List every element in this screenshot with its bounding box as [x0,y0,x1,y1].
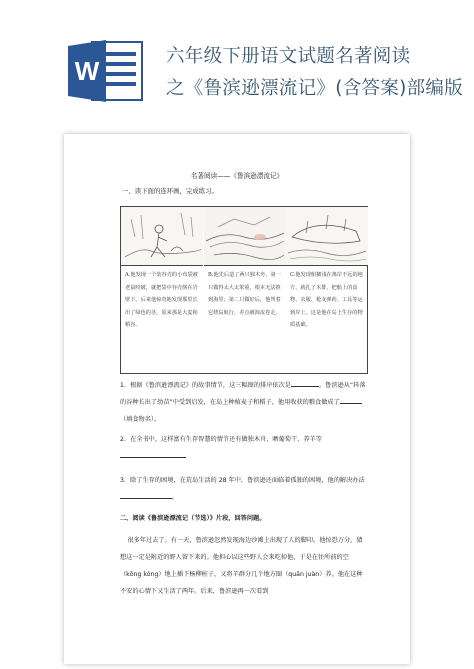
panel-b-illustration [204,207,286,266]
panel-b-caption: B.他先后造了两只独木舟，第一只做得太大太笨重，根本无法推到海里；第二只做好后，他驾着它绕岛航行，差点被海流卷走。 [208,272,281,316]
question-1-text-c: （填食物名）。 [120,416,161,423]
comic-strip [120,206,368,374]
question-3-end: 。 [172,494,179,501]
question-1-text-a: 1．根据《鲁滨逊漂流记》的故事情节，这三幅图的排序依次是 [120,382,291,389]
document-page [64,134,410,664]
document-heading: 名著阅读——《鲁滨逊漂流记》 [190,172,284,180]
question-3-text: 3．除了生存的困境，在荒岛生活的 28 年中，鲁滨逊还面临着孤独的困境，他的解决办法 [120,477,365,484]
panel-c-caption: C.他发现船搁浅在离岸不远的地方，就扎了木排，把船上的食物、衣服、枪支弹药、工具等运到岸上。这是他在岛上生存的物质基础。 [290,272,363,329]
section-1-heading: 一、读下面的连环画，完成练习。 [122,187,218,195]
answer-blank-1b[interactable] [340,397,362,404]
section-2-heading: 二、阅读《鲁滨逊漂流记（节选）》片段，回答问题。 [120,515,266,522]
panel-c-illustration [286,207,368,266]
answer-blank-1a[interactable] [291,380,319,387]
word-icon-letter: W [74,56,100,86]
page-title-line-1: 六年级下册语文试题名著阅读 [166,46,411,67]
page-title-line-2: 之《鲁滨逊漂流记》(含答案)部编版 [166,78,464,99]
question-2 [120,431,368,465]
question-3 [120,472,368,506]
answer-blank-2[interactable] [120,451,186,458]
answer-blank-3[interactable] [120,492,172,499]
banner-header [0,0,474,118]
reading-passage: 很多年过去了。有一天，鲁滨逊忽然发现海边沙滩上出现了人的脚印。他惊恐万分，猜想这一定是附近的野人留下来的。他担心以这些野人会来吃掉他，于是在住所前的空（kōng kòng）地上插下杨柳桩子，又将羊群分几个地方圈（quān juàn）养。他在这种不安的心情下又生活了两年。后来，鲁滨逊再一次看到 [120,537,363,595]
word-doc-icon [68,40,144,102]
panel-a-illustration [121,207,203,266]
question-1 [120,377,368,428]
panel-a-caption: A.他发现一个装谷壳的小布袋被老鼠咬破，就把袋中谷壳倒在岩壁下。后来他惊奇地发现那里长出了绿色的茎，原来那是大麦和稻谷。 [125,272,198,329]
question-2-text: 2．在全书中，这样富有生存智慧的情节还有做独木舟、晒葡萄干、养羊等 [120,436,322,443]
question-1-text-b: 。鲁滨逊从“抖落的谷种长出了幼苗”中受到启发，在岛上种植麦子和稻子，他用收获的粮食做成了 [120,382,366,406]
